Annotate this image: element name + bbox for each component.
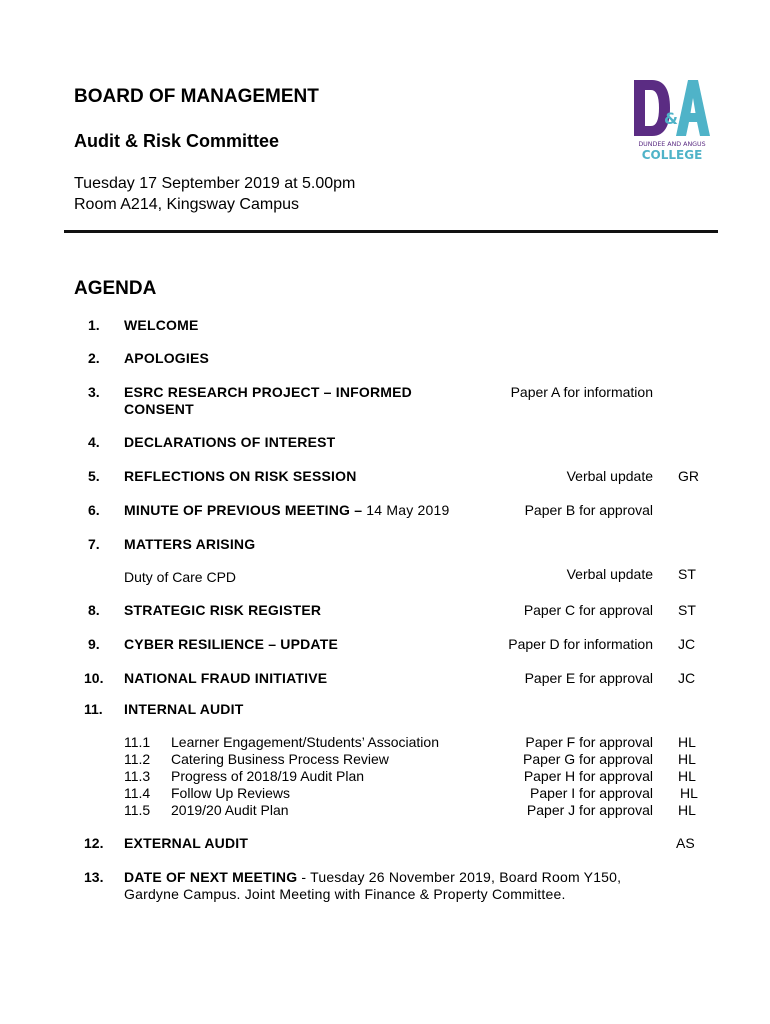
item-number: 10. [84, 670, 104, 686]
sub-item-paper: Verbal update [566, 566, 653, 582]
college-logo [630, 74, 712, 162]
item-title: EXTERNAL AUDIT [124, 835, 249, 851]
item-title: REFLECTIONS ON RISK SESSION [124, 468, 357, 484]
item-number: 9. [88, 636, 100, 652]
sub-item-title: Learner Engagement/Students’ Association [171, 734, 439, 750]
sub-item-title: Follow Up Reviews [171, 785, 291, 801]
item-number: 13. [84, 869, 104, 885]
svg-text:&: & [664, 109, 678, 128]
item-title [124, 502, 449, 518]
item-initials: ST [678, 602, 696, 618]
item-number: 5. [88, 468, 100, 484]
sub-item-paper: Paper I for approval [530, 785, 653, 801]
sub-item-title: Progress of 2018/19 Audit Plan [171, 768, 365, 784]
item-number: 11. [84, 701, 103, 717]
sub-item-number: 11.4 [124, 785, 151, 801]
item-paper: Paper C for approval [523, 602, 653, 618]
sub-item-initials: HL [678, 734, 696, 750]
item-paper: Paper E for approval [524, 670, 653, 686]
logo-line1: DUNDEE AND ANGUS [638, 141, 706, 148]
item-title: STRATEGIC RISK REGISTER [124, 602, 322, 618]
agenda-heading: AGENDA [74, 278, 157, 299]
item-number: 2. [88, 350, 100, 366]
sub-item-number: 11.3 [124, 768, 151, 784]
committee-title: Audit & Risk Committee [74, 131, 280, 151]
item-initials: GR [678, 468, 699, 484]
item-number: 1. [88, 317, 100, 333]
sub-item-title: Duty of Care CPD [124, 569, 237, 585]
meeting-date: Tuesday 17 September 2019 at 5.00pm [74, 175, 356, 192]
sub-item-initials: ST [678, 566, 696, 582]
sub-item-paper: Paper G for approval [523, 751, 653, 767]
item-paper: Paper A for information [510, 384, 653, 400]
logo-line2: COLLEGE [641, 148, 703, 162]
sub-item-paper: Paper H for approval [523, 768, 653, 784]
item-title: CYBER RESILIENCE – UPDATE [124, 636, 338, 652]
item-number: 7. [88, 536, 100, 552]
sub-item-title: 2019/20 Audit Plan [171, 802, 289, 818]
item-initials: AS [676, 835, 695, 851]
item-title: APOLOGIES [124, 350, 210, 366]
item-initials: JC [678, 636, 696, 652]
item-paper: Verbal update [566, 468, 653, 484]
item-paper: Paper B for approval [524, 502, 653, 518]
sub-item-paper: Paper F for approval [525, 734, 653, 750]
item-title-date: 14 May 2019 [366, 502, 450, 518]
sub-item-initials: HL [678, 751, 696, 767]
sub-item-number: 11.2 [124, 751, 151, 767]
item-paper: Paper D for information [508, 636, 653, 652]
sub-item-initials: HL [678, 768, 696, 784]
sub-item-number: 11.5 [124, 802, 151, 818]
item-title: INTERNAL AUDIT [124, 701, 244, 717]
item-initials: JC [678, 670, 696, 686]
sub-item-number: 11.1 [124, 734, 151, 750]
item-title: ESRC RESEARCH PROJECT – INFORMED CONSENT [124, 384, 412, 417]
item-title-detail: - Tuesday 26 November 2019, Board Room Y150, Gardyne Campus. Joint Meeting with Finance & Property Committee. [124, 869, 622, 902]
item-title: MATTERS ARISING [124, 536, 256, 552]
item-title-main: DATE OF NEXT MEETING [124, 869, 298, 885]
item-title [124, 869, 669, 903]
header-divider [64, 230, 718, 233]
item-number: 8. [88, 602, 100, 618]
sub-item-initials: HL [678, 802, 696, 818]
sub-item-paper: Paper J for approval [526, 802, 653, 818]
item-title: WELCOME [124, 317, 199, 333]
item-title: NATIONAL FRAUD INITIATIVE [124, 670, 328, 686]
sub-item-initials: HL [680, 785, 698, 801]
sub-item-title: Catering Business Process Review [171, 751, 389, 767]
item-number: 6. [88, 502, 100, 518]
board-title: BOARD OF MANAGEMENT [74, 86, 319, 107]
item-number: 3. [88, 384, 100, 400]
item-number: 4. [88, 434, 100, 450]
meeting-room: Room A214, Kingsway Campus [74, 196, 299, 213]
item-number: 12. [84, 835, 104, 851]
item-title: DECLARATIONS OF INTEREST [124, 434, 336, 450]
item-title-main: MINUTE OF PREVIOUS MEETING – [124, 502, 363, 518]
